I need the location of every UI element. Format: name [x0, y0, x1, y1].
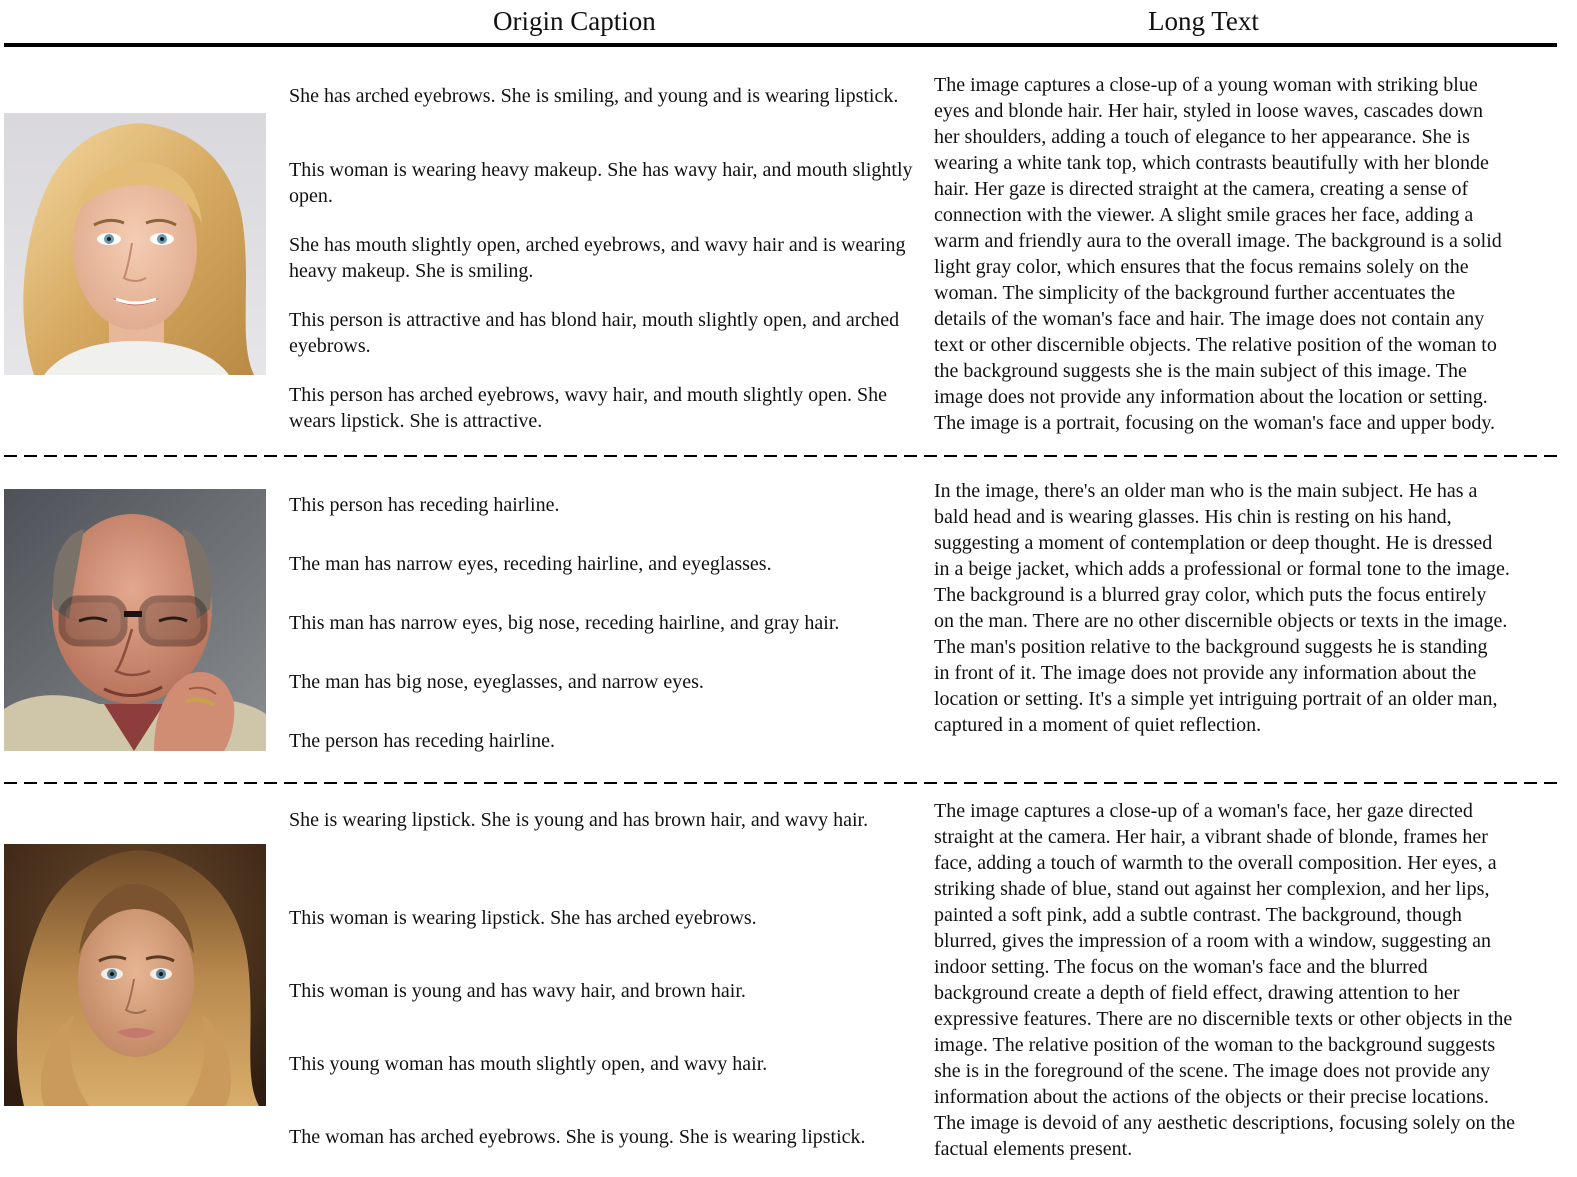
row-divider	[4, 455, 1559, 457]
origin-caption: She is wearing lipstick. She is young and has brown hair, and wavy hair.	[289, 809, 869, 831]
portrait-blonde-woman-icon	[4, 113, 266, 375]
origin-caption: This young woman has mouth slightly open, and wavy hair.	[289, 1053, 768, 1075]
portrait-older-man-glasses-icon	[4, 489, 266, 751]
long-text-header: Long Text	[1148, 6, 1259, 36]
table-header	[0, 0, 1577, 48]
origin-caption: The man has big nose, eyeglasses, and narrow eyes.	[289, 671, 704, 693]
portrait-blonde-woman-image	[4, 113, 266, 375]
portrait-brown-haired-woman-icon	[4, 844, 266, 1106]
origin-caption: This man has narrow eyes, big nose, receding hairline, and gray hair.	[289, 612, 840, 634]
origin-caption: The person has receding hairline.	[289, 730, 556, 752]
origin-caption: This person is attractive and has blond hair, mouth slightly open, and arched eyebrows.	[289, 309, 900, 357]
origin-caption: This woman is young and has wavy hair, and brown hair.	[289, 980, 746, 1002]
long-text: The image captures a close-up of a woman's face, her gaze directed straight at the camera. Her hair, a vibrant shade of blonde, frames her face, adding a touch of warmth to the overall composition. Her eyes, a striking shade of blue, stand out against her complexion, and her lips, painted a soft pink, add a subtle contrast. The background, though blurred, gives the impression of a room with a window, suggesting an indoor setting. The focus on the woman's face and the blurred background create a depth of field effect, drawing attention to her expressive features. There are no discernible texts or other objects in the image. The relative position of the woman to the background suggests she is in the foreground of the scene. The image does not provide any information about the actions of the objects or their precise locations. The image is devoid of any aesthetic descriptions, focusing solely on the factual elements present.	[934, 800, 1515, 1160]
portrait-brown-haired-woman-image	[4, 844, 266, 1106]
header-rule	[4, 43, 1557, 47]
origin-caption-header: Origin Caption	[493, 6, 656, 36]
long-text: The image captures a close-up of a young woman with striking blue eyes and blonde hair. Her hair, styled in loose waves, cascades down her shoulders, adding a touch of elegance to her appearance. She is wearing a white tank top, which contrasts beautifully with her blonde hair. Her gaze is directed straight at the camera, creating a sense of connection with the viewer. A slight smile graces her face, adding a warm and friendly aura to the overall image. The background is a solid light gray color, which ensures that the focus remains solely on the woman. The simplicity of the background further accentuates the details of the woman's face and hair. The image does not contain any text or other discernible objects. The relative position of the woman to the background suggests she is the main subject of this image. The image does not provide any information about the location or setting. The image is a portrait, focusing on the woman's face and upper body.	[934, 74, 1502, 434]
row-divider	[4, 782, 1559, 784]
portrait-older-man-image	[4, 489, 266, 751]
origin-caption: This woman is wearing lipstick. She has arched eyebrows.	[289, 907, 757, 929]
origin-caption: This woman is wearing heavy makeup. She has wavy hair, and mouth slightly open.	[289, 159, 913, 207]
origin-caption: This person has receding hairline.	[289, 494, 560, 516]
origin-caption: The woman has arched eyebrows. She is young. She is wearing lipstick.	[289, 1126, 866, 1148]
origin-caption: She has mouth slightly open, arched eyebrows, and wavy hair and is wearing heavy makeup. She is smiling.	[289, 234, 906, 282]
origin-caption: This person has arched eyebrows, wavy hair, and mouth slightly open. She wears lipstick. She is attractive.	[289, 384, 887, 432]
origin-caption: She has arched eyebrows. She is smiling, and young and is wearing lipstick.	[289, 85, 899, 107]
long-text: In the image, there's an older man who is the main subject. He has a bald head and is wearing glasses. His chin is resting on his hand, suggesting a moment of contemplation or deep thought. He is dressed in a beige jacket, which adds a professional or formal tone to the image. The background is a blurred gray color, which puts the focus entirely on the man. There are no other discernible objects or texts in the image. The man's position relative to the background suggests he is standing in front of it. The image does not provide any information about the location or setting. It's a simple yet intriguing portrait of an older man, captured in a moment of quiet reflection.	[934, 480, 1510, 736]
origin-caption: The man has narrow eyes, receding hairline, and eyeglasses.	[289, 553, 772, 575]
